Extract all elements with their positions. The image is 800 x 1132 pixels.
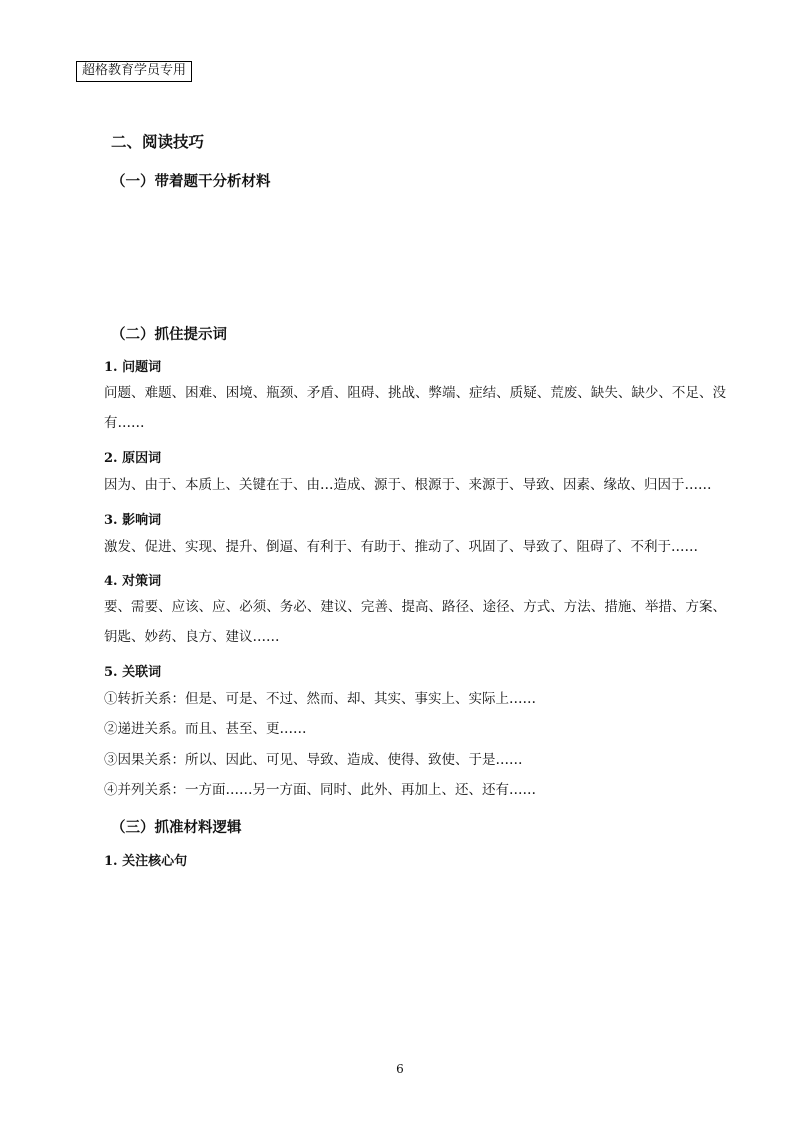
connective-line-parallel: ④并列关系：一方面……另一方面、同时、此外、再加上、还、还有……	[104, 782, 536, 798]
section-title: 二、阅读技巧	[111, 132, 205, 151]
item-title-question-words: 1. 问题词	[104, 360, 162, 375]
page-number: 6	[396, 1062, 404, 1076]
item-title-core-sentence: 1. 关注核心句	[104, 854, 188, 869]
subsection-title-2: （二）抓住提示词	[111, 326, 227, 343]
paragraph-impact-words: 激发、促进、实现、提升、倒逼、有利于、有助于、推动了、巩固了、导致了、阻碍了、不利于……	[104, 539, 698, 555]
item-title-impact-words: 3. 影响词	[104, 513, 162, 528]
header-stamp: 超格教育学员专用	[76, 61, 192, 82]
item-title-connective-words: 5. 关联词	[104, 665, 162, 680]
connective-line-causal: ③因果关系：所以、因此、可见、导致、造成、使得、致使、于是……	[104, 752, 523, 768]
paragraph-cause-words: 因为、由于、本质上、关键在于、由…造成、源于、根源于、来源于、导致、因素、缘故、归因于……	[104, 477, 712, 493]
subsection-title-1: （一）带着题干分析材料	[111, 173, 271, 190]
item-title-cause-words: 2. 原因词	[104, 451, 162, 466]
paragraph-measure-words: 要、需要、应该、应、必须、务必、建议、完善、提高、路径、途径、方式、方法、措施、举措、方案、钥匙、妙药、良方、建议……	[104, 599, 726, 645]
item-title-measure-words: 4. 对策词	[104, 574, 162, 589]
connective-line-progressive: ②递进关系。而且、甚至、更……	[104, 721, 307, 737]
subsection-title-3: （三）抓准材料逻辑	[111, 819, 242, 836]
paragraph-question-words: 问题、难题、困难、困境、瓶颈、矛盾、阻碍、挑战、弊端、症结、质疑、荒废、缺失、缺少、不足、没有……	[104, 385, 726, 431]
connective-line-adversative: ①转折关系：但是、可是、不过、然而、却、其实、事实上、实际上……	[104, 691, 536, 707]
